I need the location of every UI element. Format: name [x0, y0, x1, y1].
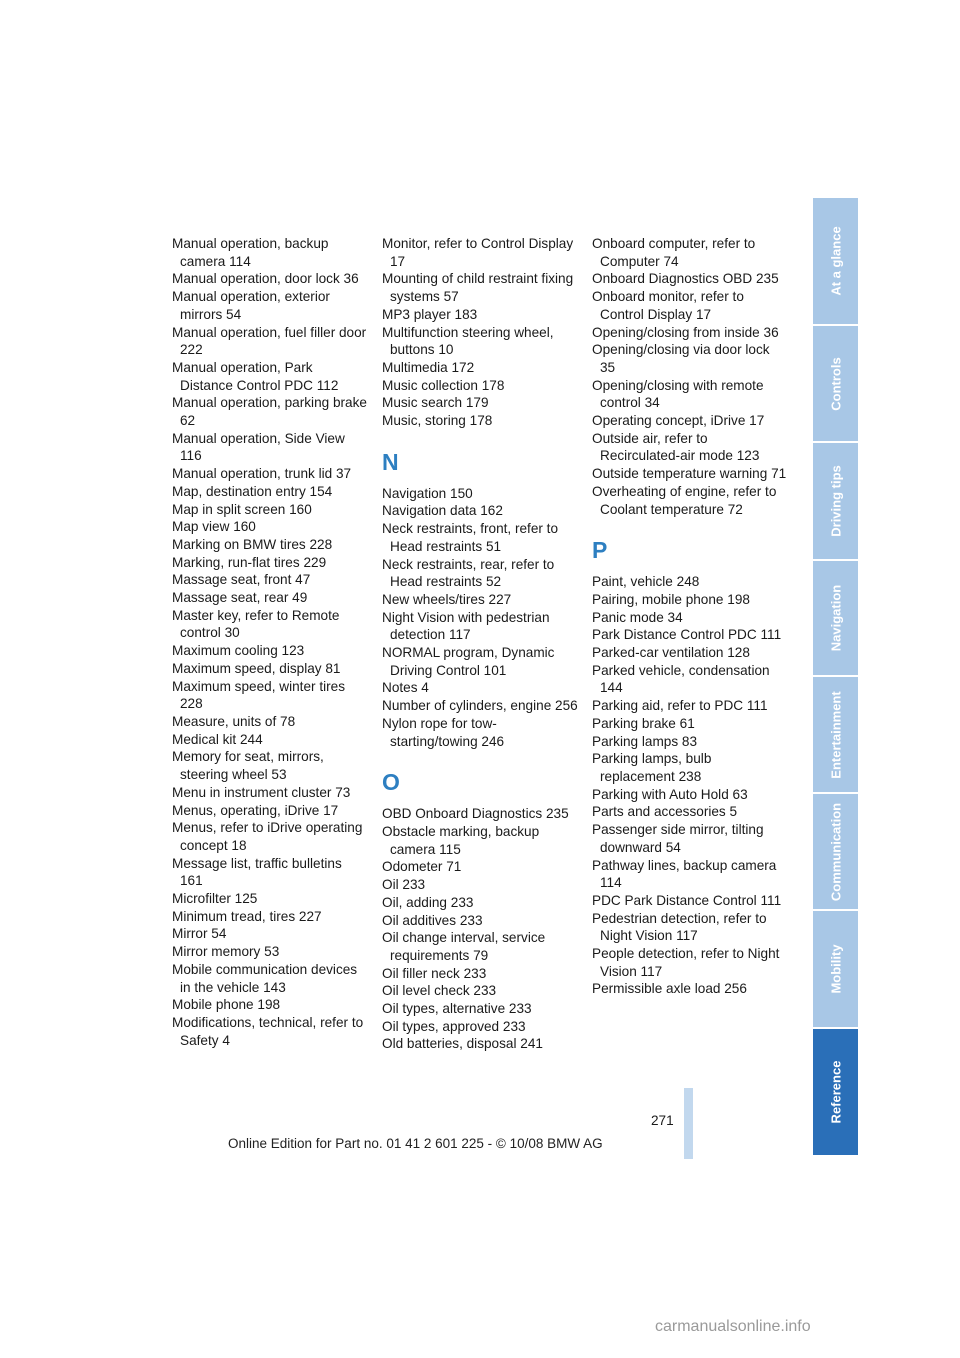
index-entry: Opening/closing with remote control 34 [592, 377, 764, 411]
index-letter-heading: O [382, 769, 400, 796]
index-entry: Outside air, refer to Recirculated-air mode 123 [592, 430, 760, 464]
index-entry: OBD Onboard Diagnostics 235 [382, 806, 569, 822]
index-entry: Paint, vehicle 248 [592, 574, 700, 590]
index-entry: Pairing, mobile phone 198 [592, 591, 750, 607]
index-entry: Panic mode 34 [592, 609, 683, 625]
index-entry: Parking lamps 83 [592, 733, 698, 749]
index-entry: MP3 player 183 [382, 306, 478, 322]
index-entry: Memory for seat, mirrors, steering wheel 53 [172, 749, 324, 783]
tab-label: Communication [828, 802, 843, 901]
index-entry: Manual operation, trunk lid 37 [172, 466, 352, 482]
index-entry: Oil additives 233 [382, 912, 483, 928]
index-entry: Mobile phone 198 [172, 997, 281, 1013]
tab-communication[interactable] [813, 794, 858, 909]
index-entry: Mobile communication devices in the vehicle 143 [172, 961, 358, 995]
index-entry: New wheels/tires 227 [382, 591, 512, 607]
index-entry: Menu in instrument cluster 73 [172, 784, 351, 800]
index-entry: Manual operation, fuel filler door 222 [172, 324, 367, 358]
index-entry: Microfilter 125 [172, 891, 258, 907]
index-entry: Music, storing 178 [382, 413, 493, 429]
tab-label: Controls [828, 356, 843, 411]
index-entry: Manual operation, Park Distance Control PDC 112 [172, 359, 339, 393]
index-entry: Medical kit 244 [172, 731, 263, 747]
index-entry: Number of cylinders, engine 256 [382, 698, 578, 714]
index-entry: Map, destination entry 154 [172, 483, 333, 499]
tab-navigation[interactable] [813, 561, 858, 675]
tab-label: At a glance [828, 226, 843, 296]
index-entry: Parked vehicle, condensation 144 [592, 662, 770, 696]
index-entry: Manual operation, backup camera 114 [172, 236, 329, 269]
index-entry: Parking lamps, bulb replacement 238 [592, 751, 712, 784]
index-entry: Onboard monitor, refer to Control Display 17 [592, 289, 744, 322]
index-entry: Manual operation, parking brake 62 [172, 395, 367, 429]
tab-label: Driving tips [828, 465, 843, 537]
index-entry: Park Distance Control PDC 111 [592, 627, 782, 643]
index-entry: Passenger side mirror, tilting downward 54 [592, 822, 764, 855]
index-entry: Oil, adding 233 [382, 894, 474, 910]
index-entry: Outside temperature warning 71 [592, 466, 787, 482]
index-entry: Menus, operating, iDrive 17 [172, 802, 339, 818]
tab-controls[interactable] [813, 326, 858, 441]
index-entry: Music collection 178 [382, 377, 505, 393]
index-entry: Maximum speed, display 81 [172, 660, 341, 676]
index-entry: Parking brake 61 [592, 715, 695, 731]
index-column-3 [592, 235, 788, 998]
index-entry: Oil level check 233 [382, 983, 497, 999]
index-letter-heading: N [382, 448, 399, 475]
index-entry: People detection, refer to Night Vision 117 [592, 946, 780, 979]
index-column-1 [172, 235, 368, 1049]
tab-label: Reference [828, 1060, 843, 1124]
index-entry: Massage seat, front 47 [172, 572, 311, 588]
index-entry: Oil 233 [382, 877, 426, 893]
index-entry: Oil types, alternative 233 [382, 1001, 532, 1017]
index-entry: Neck restraints, front, refer to Head restraints 51 [382, 521, 559, 554]
index-entry: Obstacle marking, backup camera 115 [382, 823, 540, 857]
index-entry: PDC Park Distance Control 111 [592, 892, 782, 908]
index-entry: Marking, run-flat tires 229 [172, 554, 327, 570]
tab-label: Navigation [828, 584, 843, 652]
tab-mobility[interactable] [813, 911, 858, 1027]
index-entry: Navigation 150 [382, 485, 473, 501]
tab-reference[interactable] [813, 1029, 858, 1155]
index-entry: Maximum speed, winter tires 228 [172, 678, 345, 712]
index-entry: Oil filler neck 233 [382, 965, 487, 981]
index-entry: Pathway lines, backup camera 114 [592, 857, 777, 891]
index-entry: Measure, units of 78 [172, 713, 296, 729]
index-entry: Manual operation, door lock 36 [172, 271, 359, 287]
index-entry: Neck restraints, rear, refer to Head restraints 52 [382, 556, 555, 590]
tab-label: Entertainment [828, 690, 843, 779]
index-entry: Permissible axle load 256 [592, 981, 747, 997]
footer-text: Online Edition for Part no. 01 41 2 601 225 - © 10/08 BMW AG [228, 1136, 603, 1151]
index-entry: Parking aid, refer to PDC 111 [592, 698, 768, 714]
index-entry: Minimum tread, tires 227 [172, 908, 322, 924]
index-entry: Monitor, refer to Control Display 17 [382, 236, 574, 269]
index-entry: Onboard computer, refer to Computer 74 [592, 236, 756, 269]
index-entry: Mounting of child restraint fixing systems 57 [382, 271, 574, 305]
index-entry: Parking with Auto Hold 63 [592, 786, 748, 802]
index-entry: Mirror memory 53 [172, 944, 280, 960]
index-entry: Map view 160 [172, 519, 256, 535]
index-entry: Opening/closing from inside 36 [592, 324, 779, 340]
index-entry: Operating concept, iDrive 17 [592, 413, 765, 429]
index-entry: Marking on BMW tires 228 [172, 536, 333, 552]
index-entry: Modifications, technical, refer to Safety 4 [172, 1014, 364, 1048]
index-entry: Pedestrian detection, refer to Night Vision 117 [592, 910, 767, 944]
index-entry: Master key, refer to Remote control 30 [172, 607, 340, 641]
footer-accent-bar [684, 1088, 693, 1159]
index-entry: Manual operation, exterior mirrors 54 [172, 289, 330, 322]
page-number: 271 [651, 1113, 674, 1128]
index-entry: Manual operation, Side View 116 [172, 430, 345, 464]
index-entry: Music search 179 [382, 395, 489, 411]
index-entry: Menus, refer to iDrive operating concept 18 [172, 820, 363, 853]
index-entry: Old batteries, disposal 241 [382, 1036, 543, 1052]
tab-driving-tips[interactable] [813, 443, 858, 559]
index-entry: Message list, traffic bulletins 161 [172, 855, 342, 889]
index-entry: Oil change interval, service requirements 79 [382, 930, 546, 963]
section-tabs [813, 198, 858, 1157]
watermark: carmanualsonline.info [655, 1318, 811, 1335]
index-entry: Nylon rope for tow-starting/towing 246 [382, 715, 505, 749]
index-entry: Navigation data 162 [382, 503, 503, 519]
index-entry: Onboard Diagnostics OBD 235 [592, 271, 779, 287]
index-entry: Oil types, approved 233 [382, 1018, 526, 1034]
index-entry: Mirror 54 [172, 926, 227, 942]
tab-label: Mobility [828, 944, 843, 994]
tab-at-a-glance[interactable] [813, 198, 858, 324]
index-entry: Massage seat, rear 49 [172, 590, 308, 606]
index-entry: Map in split screen 160 [172, 501, 312, 517]
index-entry: NORMAL program, Dynamic Driving Control 101 [382, 645, 555, 678]
index-entry: Multifunction steering wheel, buttons 10 [382, 324, 554, 358]
index-entry: Opening/closing via door lock 35 [592, 342, 770, 375]
index-entry: Odometer 71 [382, 859, 462, 875]
index-entry: Notes 4 [382, 680, 429, 696]
index-entry: Parked-car ventilation 128 [592, 645, 750, 661]
tab-entertainment[interactable] [813, 677, 858, 792]
index-column-2 [382, 235, 578, 1053]
index-entry: Night Vision with pedestrian detection 117 [382, 609, 550, 643]
index-entry: Maximum cooling 123 [172, 643, 305, 659]
index-entry: Parts and accessories 5 [592, 804, 738, 820]
index-letter-heading: P [592, 537, 608, 564]
index-entry: Multimedia 172 [382, 359, 475, 375]
index-entry: Overheating of engine, refer to Coolant temperature 72 [592, 483, 777, 517]
